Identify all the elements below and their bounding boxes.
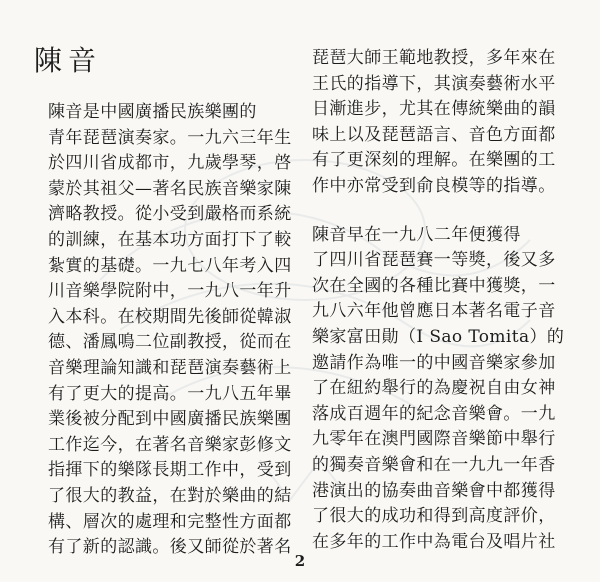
- text-line: 於四川省成都市，九歲學琴，啓: [48, 153, 292, 174]
- text-line: 日漸進步，尤其在傳統樂曲的韻: [312, 99, 556, 120]
- text-line: 業後被分配到中國廣播民族樂團: [48, 409, 292, 430]
- text-line: 次在全國的各種比賽中獲獎，一: [312, 275, 556, 296]
- text-line: 指揮下的樂隊長期工作中，受到: [48, 460, 292, 481]
- text-line: 王氏的指導下，其演奏藝術水平: [312, 73, 556, 94]
- text-line: 的獨奏音樂會和在一九九一年香: [312, 454, 556, 475]
- right-column: [312, 46, 568, 555]
- text-line: 在多年的工作中為電台及唱片社: [312, 531, 556, 552]
- text-line: 有了更深刻的理解。在樂團的工: [312, 150, 556, 171]
- biography-paragraph-1: [48, 100, 298, 561]
- page-number: 2: [294, 552, 306, 570]
- paragraph-spacer: [312, 200, 568, 223]
- text-line: 工作迄今，在著名音樂家彭修文: [48, 434, 292, 455]
- text-line: 落成百週年的紀念音樂會。一九: [312, 403, 556, 424]
- text-line: 琵琶大師王範地教授，多年來在: [312, 48, 556, 68]
- text-line: 紮實的基礎。一九七八年考入四: [48, 255, 292, 276]
- text-line: 入本科。在校期間先後師從韓淑: [48, 306, 292, 327]
- text-line: 有了更大的提高。一九八五年畢: [48, 383, 292, 404]
- text-line: 了很大的成功和得到高度評价，: [312, 506, 556, 527]
- text-line: 陳音是中國廣播民族樂團的: [48, 102, 257, 122]
- text-line: 了四川省琵琶賽一等獎，後又多: [312, 250, 556, 271]
- left-column: [48, 100, 298, 561]
- text-line: 作中亦常受到俞良模等的指導。: [312, 175, 556, 196]
- biography-paragraph-2: [312, 46, 568, 200]
- text-line: 青年琵琶演奏家。一九六三年生: [48, 127, 292, 148]
- text-line: 陳音早在一九八二年便獲得: [312, 224, 521, 245]
- biography-paragraph-3: [312, 223, 568, 556]
- text-line: 蒙於其祖父—著名民族音樂家陳: [48, 178, 292, 199]
- page-title: 陳音: [34, 44, 103, 77]
- text-line: 構、層次的處理和完整性方面都: [48, 511, 292, 532]
- text-line: 了在紐約舉行的為慶祝自由女神: [312, 378, 556, 399]
- text-line: 九零年在澳門國際音樂節中舉行: [312, 429, 556, 450]
- text-line: 有了新的認識。後又師從於著名: [48, 537, 292, 558]
- text-line: 濟略教授。從小受到嚴格而系統: [48, 204, 292, 225]
- text-line: 港演出的協奏曲音樂會中都獲得: [312, 480, 556, 501]
- text-line: 邀請作為唯一的中國音樂家參加: [312, 352, 556, 373]
- text-line: 的訓練，在基本功方面打下了較: [48, 229, 292, 250]
- text-line: 味上以及琵琶語言、音色方面都: [312, 124, 556, 145]
- text-line: 川音樂學院附中，一九八一年升: [48, 281, 292, 302]
- text-line: 九八六年他曾應日本著名電子音: [312, 301, 556, 322]
- text-line: 德、潘鳳鳴二位副教授，從而在: [48, 332, 292, 353]
- text-line: 樂家富田勛（I Sao Tomita）的: [312, 326, 565, 347]
- text-line: 音樂理論知識和琵琶演奏藝術上: [48, 357, 292, 378]
- text-line: 了很大的教益，在對於樂曲的結: [48, 485, 292, 506]
